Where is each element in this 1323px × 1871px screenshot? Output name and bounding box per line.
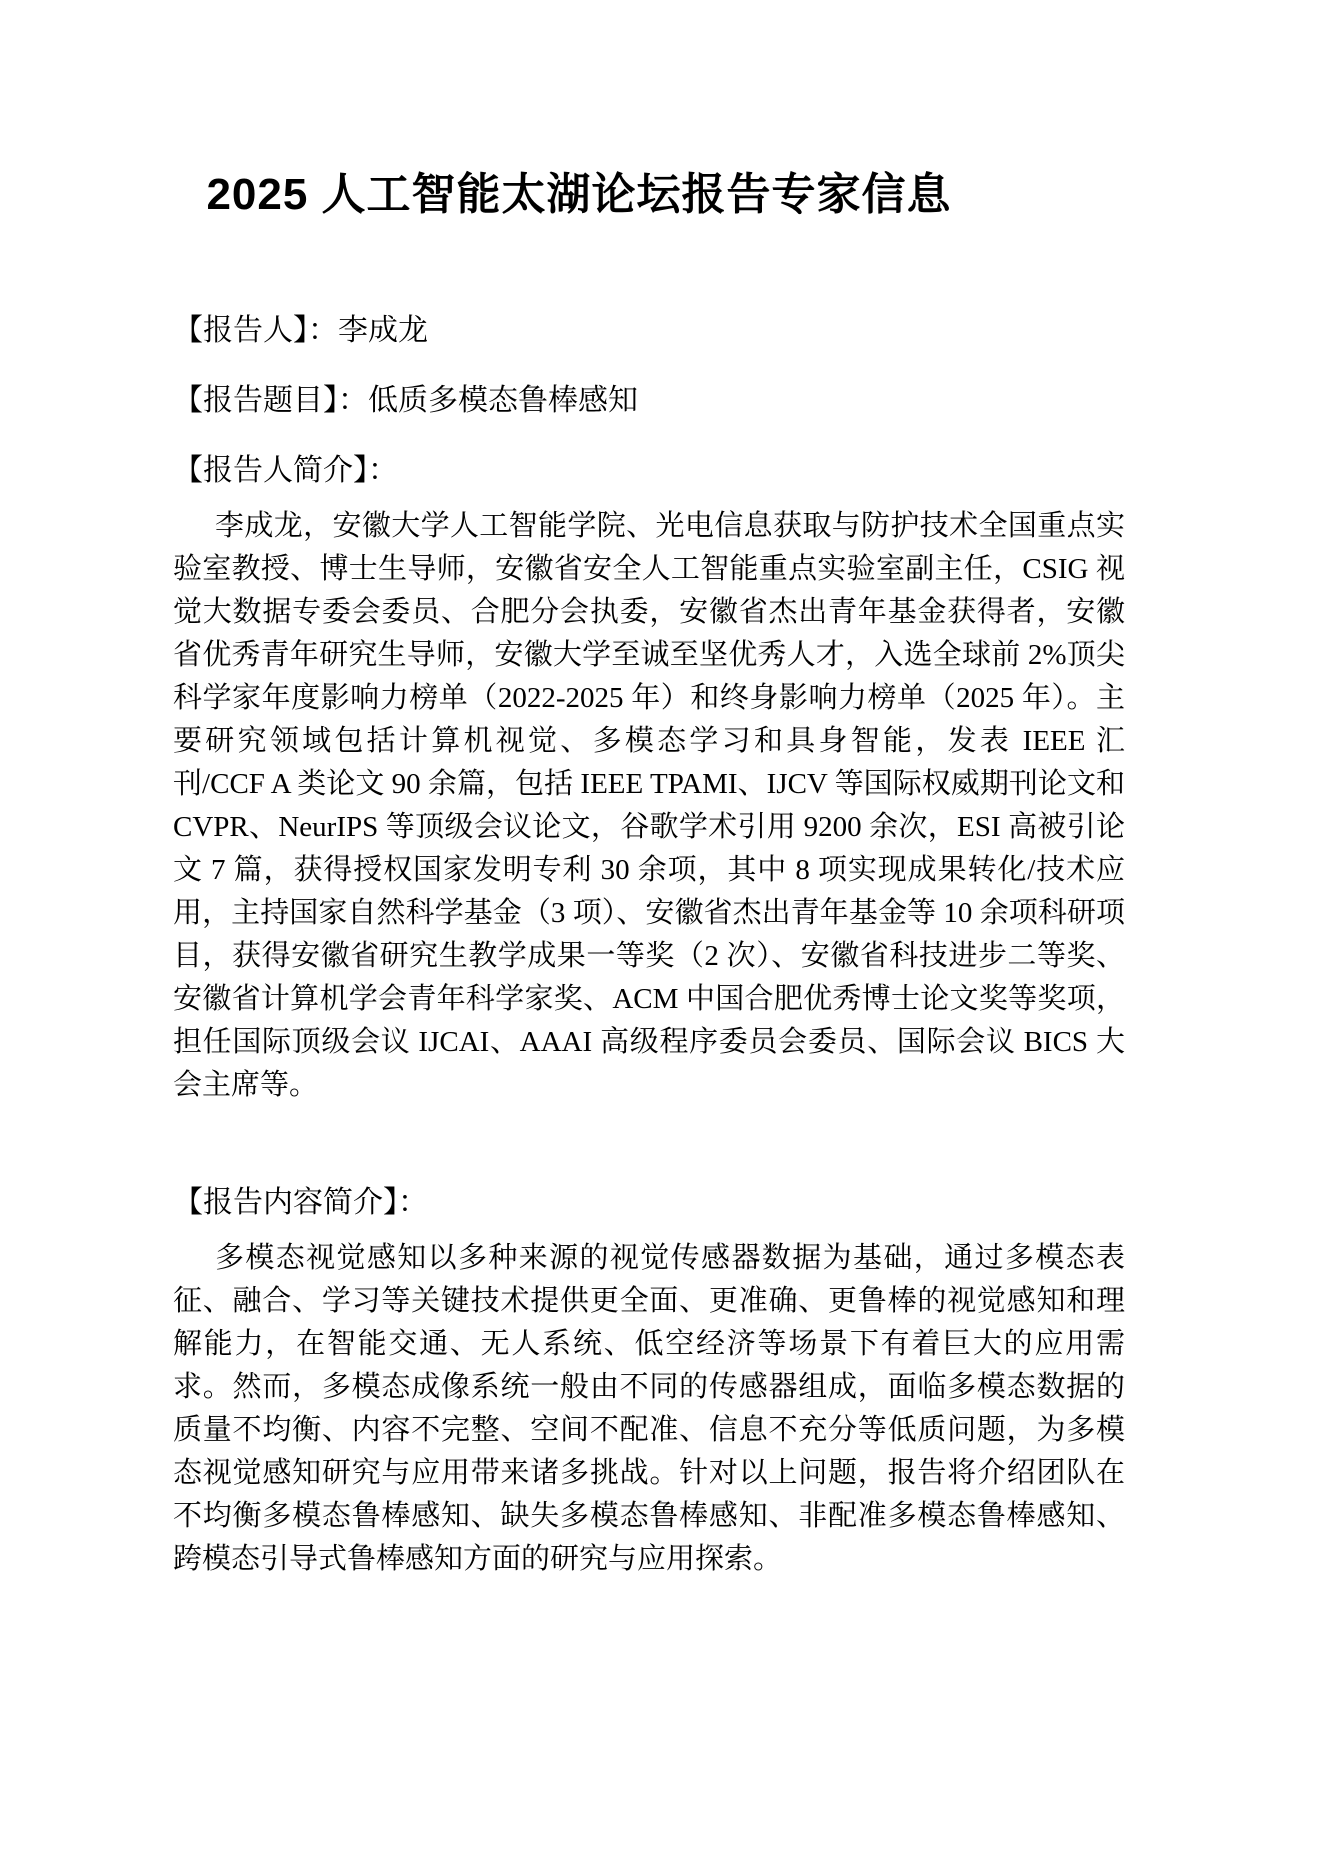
field-speaker	[173, 315, 1125, 347]
section-speaker-bio	[173, 455, 1125, 1107]
field-report-title-label: 【报告题目】：	[173, 384, 368, 417]
field-report-title-value: 低质多模态鲁棒感知	[368, 384, 638, 417]
section-heading-report-abstract: 【报告内容简介】：	[173, 1186, 428, 1219]
report-abstract-paragraph: 多模态视觉感知以多种来源的视觉传感器数据为基础，通过多模态表征、融合、学习等关键技术提供更全面、更准确、更鲁棒的视觉感知和理解能力，在智能交通、无人系统、低空经济等场景下有着巨大的应用需求。然而，多模态成像系统一般由不同的传感器组成，面临多模态数据的质量不均衡、内容不完整、空间不配准、信息不充分等低质问题，为多模态视觉感知研究与应用带来诸多挑战。针对以上问题，报告将介绍团队在不均衡多模态鲁棒感知、缺失多模态鲁棒感知、非配准多模态鲁棒感知、跨模态引导式鲁棒感知方面的研究与应用探索。	[173, 1242, 1125, 1575]
section-heading-speaker-bio: 【报告人简介】：	[173, 454, 398, 487]
document-title: 2025 人工智能太湖论坛报告专家信息	[206, 170, 952, 219]
section-report-abstract	[173, 1187, 1125, 1581]
meta-block	[173, 315, 1125, 417]
field-speaker-value: 李成龙	[338, 314, 428, 347]
field-report-title	[173, 385, 1125, 417]
speaker-bio-paragraph: 李成龙，安徽大学人工智能学院、光电信息获取与防护技术全国重点实验室教授、博士生导师，安徽省安全人工智能重点实验室副主任，CSIG 视觉大数据专委会委员、合肥分会执委，安徽省杰出青年基金获得者，安徽省优秀青年研究生导师，安徽大学至诚至坚优秀人才，入选全球前 2%顶尖科学家年度影响力榜单（2022-2025 年）和终身影响力榜单（2025 年）。主要研究领域包括计算机视觉、多模态学习和具身智能，发表 IEEE 汇刊/CCF A 类论文 90 余篇，包括 IEEE TPAMI、IJCV 等国际权威期刊论文和 CVPR、NeurIPS 等顶级会议论文，谷歌学术引用 9200 余次，ESI 高被引论文 7 篇，获得授权国家发明专利 30 余项，其中 8 项实现成果转化/技术应用，主持国家自然科学基金（3 项）、安徽省杰出青年基金等 10 余项科研项目，获得安徽省研究生教学成果一等奖（2 次）、安徽省科技进步二等奖、安徽省计算机学会青年科学家奖、ACM 中国合肥优秀博士论文奖等奖项，担任国际顶级会议 IJCAI、AAAI 高级程序委员会委员、国际会议 BICS 大会主席等。	[173, 510, 1125, 1101]
field-speaker-label: 【报告人】：	[173, 314, 338, 347]
